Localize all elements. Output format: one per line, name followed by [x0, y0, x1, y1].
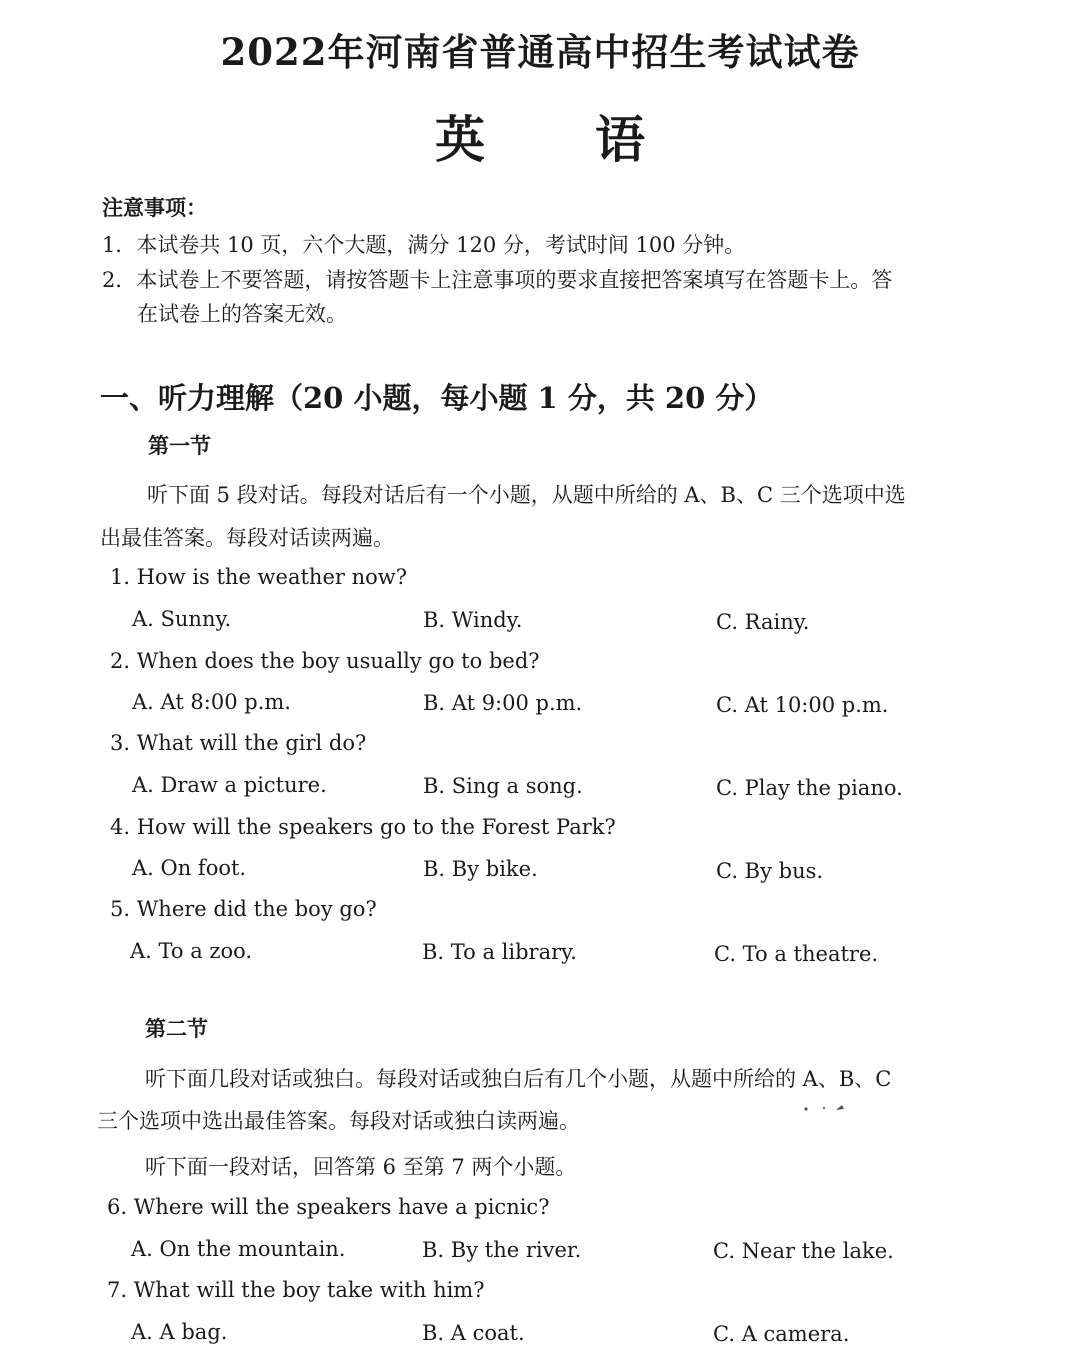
notice-item-2-line-2: 在试卷上的答案无效。	[137, 302, 347, 326]
question-2-stem: 2. When does the boy usually go to bed?	[110, 649, 540, 673]
question-2-option-c: C. At 10:00 p.m.	[716, 693, 889, 717]
question-1-stem: 1. How is the weather now?	[110, 565, 407, 589]
question-4-option-c: C. By bus.	[716, 859, 824, 883]
question-4-stem: 4. How will the speakers go to the Forest Park?	[110, 815, 616, 839]
question-1-option-c: C. Rainy.	[716, 610, 810, 634]
part2-instruction-line-3: 听下面一段对话，回答第 6 至第 7 两个小题。	[145, 1155, 577, 1179]
question-6-option-b: B. By the river.	[422, 1238, 582, 1262]
scan-speck-mark	[800, 1103, 848, 1113]
part1-instruction-line-2: 出最佳答案。每段对话读两遍。	[100, 526, 394, 550]
subject-title	[0, 100, 1080, 172]
part1-instruction-line-1: 听下面 5 段对话。每段对话后有一个小题，从题中所给的 A、B、C 三个选项中选	[147, 483, 906, 507]
question-4-option-a: A. On foot.	[132, 856, 247, 880]
question-5-option-c: C. To a theatre.	[714, 942, 879, 966]
question-7-stem: 7. What will the boy take with him?	[107, 1278, 485, 1302]
question-3-option-b: B. Sing a song.	[423, 774, 583, 798]
section-heading-listening: 一、听力理解（20 小题，每小题 1 分，共 20 分）	[100, 381, 774, 415]
subject-title-char-2: 语	[595, 110, 645, 169]
question-6-option-a: A. On the mountain.	[131, 1237, 346, 1261]
exam-title: 2022年河南省普通高中招生考试试卷	[220, 30, 860, 74]
part2-instruction-line-1: 听下面几段对话或独白。每段对话或独白后有几个小题，从题中所给的 A、B、C	[145, 1067, 892, 1091]
question-3-stem: 3. What will the girl do?	[110, 731, 367, 755]
subject-title-char-1: 英	[435, 110, 485, 169]
question-5-option-b: B. To a library.	[422, 940, 577, 964]
question-6-option-c: C. Near the lake.	[713, 1239, 894, 1263]
question-7-option-c: C. A camera.	[713, 1322, 850, 1346]
question-1-option-b: B. Windy.	[423, 608, 523, 632]
notice-item-2-line-1: 2．本试卷上不要答题，请按答题卡上注意事项的要求直接把答案填写在答题卡上。答	[102, 268, 893, 292]
part2-instruction-line-2: 三个选项中选出最佳答案。每段对话或独白读两遍。	[97, 1109, 580, 1133]
notice-heading: 注意事项：	[102, 195, 207, 220]
part-heading-2: 第二节	[145, 1016, 208, 1041]
question-6-stem: 6. Where will the speakers have a picnic?	[107, 1195, 550, 1219]
question-4-option-b: B. By bike.	[423, 857, 538, 881]
part-heading-1: 第一节	[148, 433, 211, 458]
notice-item-1: 1．本试卷共 10 页，六个大题，满分 120 分，考试时间 100 分钟。	[102, 233, 746, 257]
question-3-option-c: C. Play the piano.	[716, 776, 903, 800]
question-7-option-b: B. A coat.	[422, 1321, 525, 1345]
question-5-option-a: A. To a zoo.	[130, 939, 253, 963]
question-2-option-a: A. At 8:00 p.m.	[132, 690, 291, 714]
question-3-option-a: A. Draw a picture.	[132, 773, 327, 797]
question-1-option-a: A. Sunny.	[132, 607, 232, 631]
question-5-stem: 5. Where did the boy go?	[110, 897, 377, 921]
question-2-option-b: B. At 9:00 p.m.	[423, 691, 583, 715]
question-7-option-a: A. A bag.	[131, 1320, 228, 1344]
